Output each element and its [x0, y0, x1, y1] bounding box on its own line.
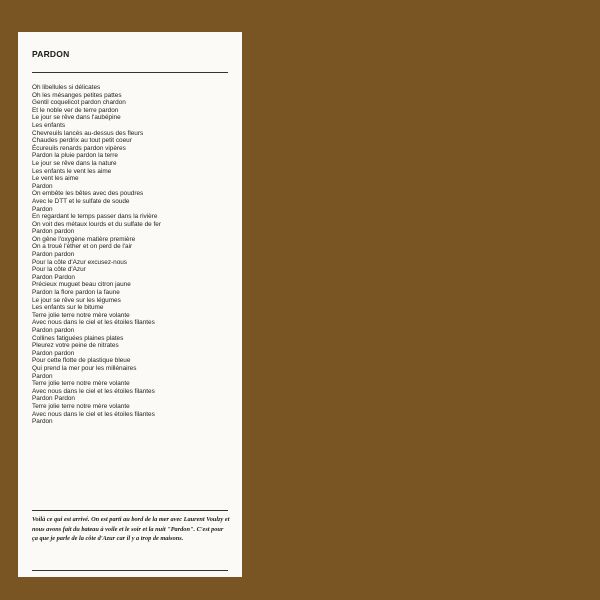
poem-line: Pardon la flore pardon la faune — [32, 289, 120, 297]
poem-line: Pour cette flotte de plastique bleue — [32, 357, 131, 365]
poem-line: On voit des métaux lourds et du sulfate de fer — [32, 220, 161, 228]
poem-line: Les enfants — [32, 121, 66, 129]
poem-line: Les enfants sur le bitume — [32, 304, 104, 312]
poem-line: Avec nous dans le ciel et les étoiles filantes — [32, 319, 155, 327]
poem-line: Qui prend la mer pour les millénaires — [32, 364, 137, 372]
title-divider — [32, 72, 228, 73]
poem-line: Chaudes perdrix au tout petit coeur — [32, 137, 132, 145]
poem-line: Oh les mésanges petites pattes — [32, 91, 122, 99]
poem-line: Pardon Pardon — [32, 395, 75, 403]
poem-line: Pour la côte d'Azur — [32, 266, 86, 274]
poem-line: Pardon — [32, 418, 53, 426]
poem-line: Terre jolie terre notre mère volante — [32, 402, 130, 410]
footnote: Voilà ce qui est arrivé. On est parti au bord de la mer avec Laurent Voulzy et nous avons fait du bateau à voile et le soir et la nuit "Pardon". C'est pour ça que je parle de la côte d'Azur car il y a trop de maisons. — [32, 516, 230, 542]
poem-line: Le jour se rêve sur les légumes — [32, 296, 121, 304]
poem-line: Pardon pardon — [32, 349, 75, 357]
note-divider — [32, 510, 228, 511]
poem-line: Pardon pardon — [32, 228, 75, 236]
poem-line: Gentil coquelicot pardon chardon — [32, 99, 126, 107]
poem-line: Et le noble ver de terre pardon — [32, 106, 119, 114]
poem-line: Pardon pardon — [32, 251, 75, 259]
poem-line: Avec nous dans le ciel et les étoiles filantes — [32, 387, 155, 395]
poem-line: On gêne l'oxygène matière première — [32, 235, 136, 243]
poem-line: On embête les bêtes avec des poudres — [32, 190, 144, 198]
poem-line: Pleurez votre peine de nitrates — [32, 342, 119, 350]
poem-line: Écureuils renards pardon vipères — [32, 144, 126, 152]
poem-line: Collines fatiguées plaines plates — [32, 334, 124, 342]
poem-line: Précieux muguet beau citron jaune — [32, 281, 131, 289]
poem-line: Chevreuils lancés au-dessus des fleurs — [32, 129, 144, 137]
poem-line: On a troué l'éther et on perd de l'air — [32, 243, 133, 251]
poem-line: En regardant le temps passer dans la rivière — [32, 213, 158, 221]
lyric-sheet — [18, 32, 242, 577]
poem-line: Le jour se rêve dans la nature — [32, 159, 117, 167]
bottom-divider — [32, 570, 228, 571]
page-title: PARDON — [32, 49, 70, 59]
poem-line: Pardon Pardon — [32, 273, 75, 281]
poem-line: Terre jolie terre notre mère volante — [32, 311, 130, 319]
poem-line: Pardon — [32, 205, 53, 213]
poem-text — [32, 84, 161, 426]
poem-line: Les enfants le vent les aime — [32, 167, 112, 175]
poem-line: Pour la côte d'Azur excusez-nous — [32, 258, 127, 266]
poem-line: Terre jolie terre notre mère volante — [32, 380, 130, 388]
poem-line: Pardon — [32, 182, 53, 190]
poem-line: Avec nous dans le ciel et les étoiles filantes — [32, 410, 155, 418]
poem-line: Oh libellules si délicates — [32, 84, 101, 91]
poem-line: Pardon la pluie pardon la terre — [32, 152, 118, 160]
poem-line: Pardon — [32, 372, 53, 380]
poem-line: Avec le DTT et le sulfate de soude — [32, 197, 130, 205]
poem-line: Le jour se rêve dans l'aubépine — [32, 114, 121, 122]
poem-line: Le vent les aime — [32, 175, 79, 183]
poem-line: Pardon pardon — [32, 327, 75, 334]
